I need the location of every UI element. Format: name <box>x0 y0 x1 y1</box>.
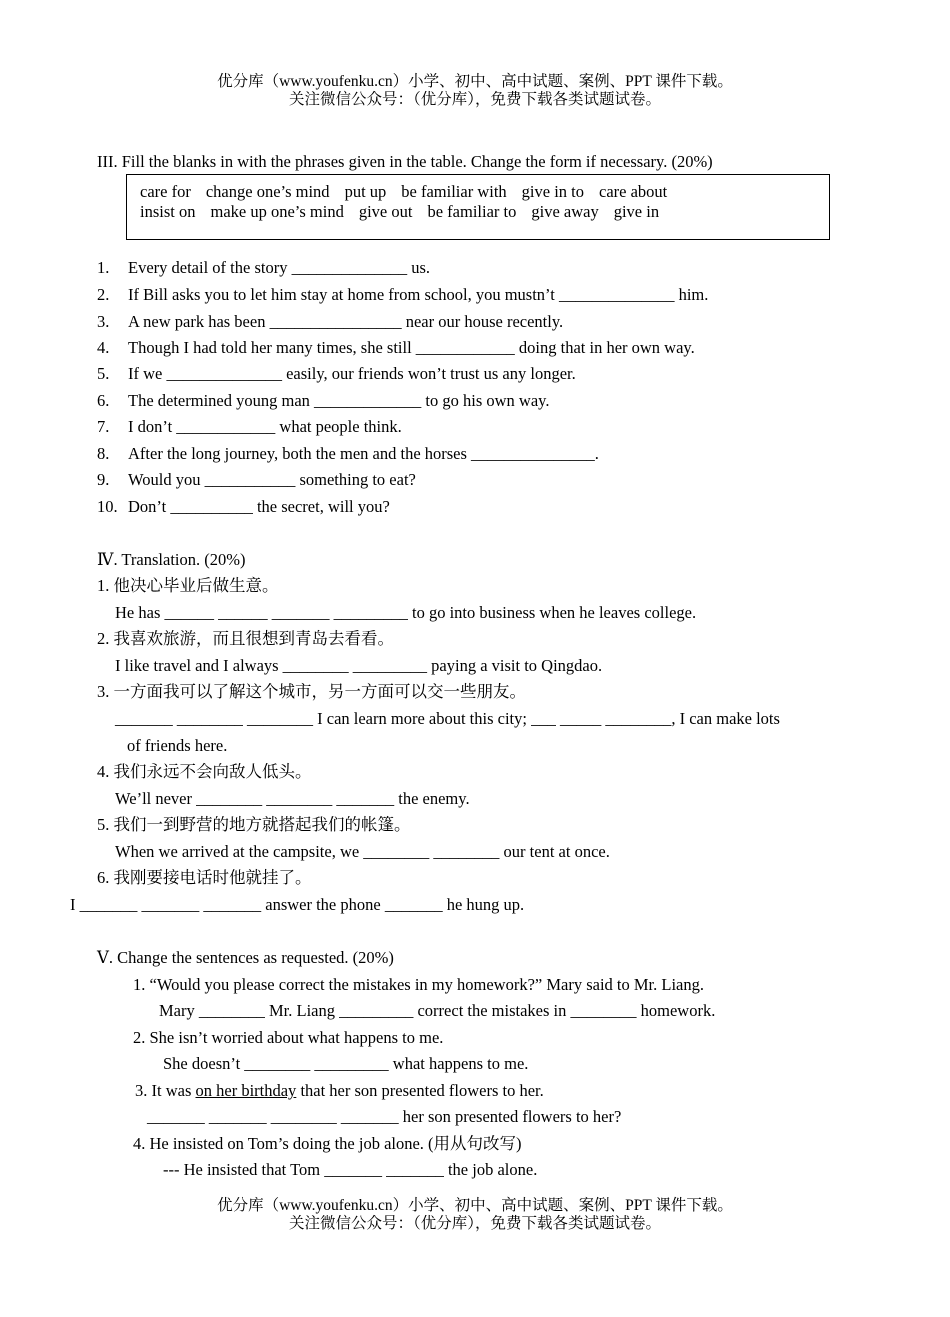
question-item <box>97 312 563 332</box>
rewrite-prompt: 1. “Would you please correct the mistakes in my homework?” Mary said to Mr. Liang. <box>133 975 704 994</box>
translation-prompt: 4. 我们永远不会向敌人低头。 <box>97 762 312 781</box>
question-number: 3. <box>97 312 110 331</box>
phrase: insist on <box>140 202 196 221</box>
translation-answer: I like travel and I always ________ _________ paying a visit to Qingdao. <box>115 656 603 675</box>
question-number: 7. <box>97 417 110 436</box>
question-item <box>97 391 549 411</box>
phrase: change one’s mind <box>205 182 330 201</box>
translation-answer: I _______ _______ _______ answer the phone _______ he hung up. <box>70 895 525 914</box>
translation-prompt: 2. 我喜欢旅游，而且很想到青岛去看看。 <box>97 629 394 648</box>
question-item <box>97 417 402 437</box>
section4-title: Ⅳ. Translation. (20%) <box>97 550 246 569</box>
footer-line-1: 优分库（www.youfenku.cn）小学、初中、高中试题、案例、PPT 课件下载。 <box>217 1197 733 1214</box>
question-item <box>97 444 599 464</box>
phrase: be familiar to <box>427 202 517 221</box>
phrase-row-2 <box>140 202 674 222</box>
rewrite-prompt <box>135 1081 544 1101</box>
question-number: 10. <box>97 497 118 516</box>
phrase: give in to <box>521 182 584 201</box>
question-text: Would you ___________ something to eat? <box>128 470 416 489</box>
question-text: Though I had told her many times, she still ____________ doing that in her own way. <box>128 338 695 357</box>
question-item <box>97 497 390 517</box>
rewrite-prompt: 2. She isn’t worried about what happens to me. <box>133 1028 444 1047</box>
phrase: care about <box>599 182 668 201</box>
question-number: 5. <box>97 364 110 383</box>
rewrite-answer: _______ _______ ________ _______ her son presented flowers to her? <box>147 1107 622 1126</box>
phrase: give away <box>531 202 599 221</box>
question-item <box>97 470 416 490</box>
phrase: give in <box>613 202 660 221</box>
question-text: The determined young man _____________ to go his own way. <box>128 391 550 410</box>
rewrite-answer: Mary ________ Mr. Liang _________ correct the mistakes in ________ homework. <box>159 1001 716 1020</box>
question-item <box>97 285 708 305</box>
phrase: be familiar with <box>401 182 507 201</box>
question-number: 4. <box>97 338 110 357</box>
phrase: put up <box>344 182 387 201</box>
translation-answer: _______ ________ ________ I can learn more about this city; ___ _____ ________, I can make lots <box>115 709 780 728</box>
rewrite-answer: --- He insisted that Tom _______ _______ the job alone. <box>163 1160 538 1179</box>
translation-prompt: 5. 我们一到野营的地方就搭起我们的帐篷。 <box>97 815 411 834</box>
question-text: Every detail of the story ______________ us. <box>128 258 430 277</box>
section5-title: Ⅴ. Change the sentences as requested. (20%) <box>97 948 394 967</box>
phrase: give out <box>358 202 413 221</box>
translation-answer: He has ______ ______ _______ _________ to go into business when he leaves college. <box>115 603 697 622</box>
rewrite-prompt-pre: 3. It was <box>135 1081 196 1100</box>
question-text: After the long journey, both the men and the horses _______________. <box>128 444 599 463</box>
question-text: I don’t ____________ what people think. <box>128 417 402 436</box>
phrase: care for <box>140 182 191 201</box>
translation-answer: When we arrived at the campsite, we ________ ________ our tent at once. <box>115 842 610 861</box>
question-item <box>97 364 576 384</box>
phrase-table <box>126 174 830 240</box>
rewrite-prompt: 4. He insisted on Tom’s doing the job alone. (用从句改写) <box>133 1134 522 1153</box>
question-number: 6. <box>97 391 110 410</box>
question-number: 9. <box>97 470 110 489</box>
question-text: If Bill asks you to let him stay at home from school, you mustn’t ______________ him. <box>128 285 709 304</box>
footer-line-2: 关注微信公众号：（优分库），免费下载各类试题试卷。 <box>288 1215 661 1232</box>
underlined-phrase: on her birthday <box>195 1081 297 1100</box>
section3-title: III. Fill the blanks in with the phrases given in the table. Change the form if necessary. (20%) <box>97 152 713 171</box>
header-line-2: 关注微信公众号：（优分库），免费下载各类试题试卷。 <box>288 91 661 108</box>
header-line-1: 优分库（www.youfenku.cn）小学、初中、高中试题、案例、PPT 课件下载。 <box>217 73 733 90</box>
phrase-row-1 <box>140 182 682 202</box>
translation-prompt: 6. 我刚要接电话时他就挂了。 <box>97 868 312 887</box>
phrase: make up one’s mind <box>210 202 344 221</box>
rewrite-prompt-post: that her son presented flowers to her. <box>296 1081 544 1100</box>
question-text: If we ______________ easily, our friends won’t trust us any longer. <box>128 364 576 383</box>
question-number: 8. <box>97 444 110 463</box>
translation-prompt: 1. 他决心毕业后做生意。 <box>97 576 279 595</box>
translation-answer: We’ll never ________ ________ _______ the enemy. <box>115 789 470 808</box>
question-number: 2. <box>97 285 110 304</box>
translation-answer-cont: of friends here. <box>127 736 228 755</box>
question-item <box>97 258 430 278</box>
question-text: A new park has been ________________ near our house recently. <box>128 312 564 331</box>
translation-prompt: 3. 一方面我可以了解这个城市，另一方面可以交一些朋友。 <box>97 682 526 701</box>
question-number: 1. <box>97 258 110 277</box>
rewrite-answer: She doesn’t ________ _________ what happens to me. <box>163 1054 529 1073</box>
question-item <box>97 338 695 358</box>
question-text: Don’t __________ the secret, will you? <box>128 497 390 516</box>
